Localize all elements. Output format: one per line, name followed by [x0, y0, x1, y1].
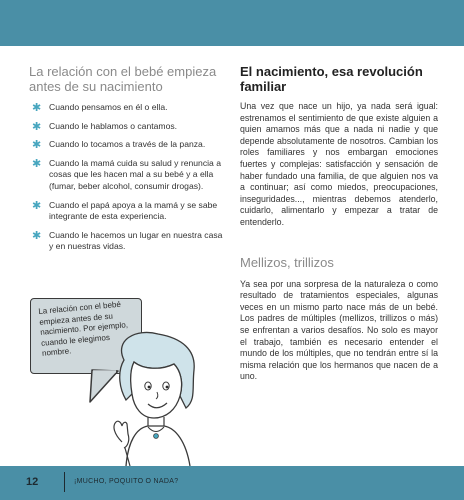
footer-band	[0, 466, 464, 500]
asterisk-bullet-icon: ✱	[32, 139, 42, 152]
speech-bubble-text: La relación con el bebé empieza antes de su nacimiento. Por ejemplo, cuando le elegimos nombre.	[38, 299, 129, 358]
section-heading: El nacimiento, esa revolución familiar	[240, 64, 423, 94]
list-item-text: Cuando pensamos en él o ella.	[49, 102, 168, 112]
list-item-text: Cuando le hacemos un lugar en nuestra casa y en nuestras vidas.	[49, 229, 223, 252]
asterisk-bullet-icon: ✱	[32, 229, 42, 242]
paragraph-mellizos: Ya sea por una sorpresa de la naturaleza o como resultado de tratamientos especiales, algunas veces en un mismo parto nace más de un bebé. Los padres de múltiples (mellizos, trillizos o más) se enfrentan a varios desafíos. No solo es mayor el trabajo, también es necesario entender el mundo de los múltiples, que no tendrán entre sí la misma relación que los hermanos que nacen de a uno.	[240, 278, 438, 382]
asterisk-bullet-icon: ✱	[32, 120, 42, 133]
asterisk-bullet-icon: ✱	[32, 102, 42, 114]
asterisk-bullet-icon: ✱	[32, 157, 42, 170]
list-item-text: Cuando el papá apoya a la mamá y se sabe integrante de esta experiencia.	[49, 199, 218, 222]
section-subheading-mellizos: Mellizos, trillizos	[240, 254, 334, 270]
section-subheading: La relación con el bebé empieza antes de su nacimiento	[29, 64, 217, 94]
list-item-text: Cuando le hablamos o cantamos.	[49, 120, 178, 131]
list-item-text: Cuando la mamá cuida su salud y renuncia a cosas que les hacen mal a su bebé y a ella (fumar, beber alcohol, consumir drogas).	[49, 157, 221, 191]
footer-title: ¡MUCHO, POQUITO O NADA?	[74, 478, 179, 485]
list-item-text: Cuando lo tocamos a través de la panza.	[49, 139, 206, 150]
woman-illustration	[96, 330, 246, 466]
paragraph-nacimiento: Una vez que nace un hijo, ya nada será igual: estrenamos el sentimiento de que existe alguien a quien amamos más que a nada ni nadie y que depende absolutamente de nosotros. Cambian los roles familiares y nos embargan emociones fuertes y complejas: satisfacción y sensación de haber fundado una familia, de que alguien nos va a continuar; así como miedos, preocupaciones, inseguridades..., mientras debemos atenderlo, cuidarlo, alimentarlo y empezar a tratar de entenderlo.	[240, 101, 438, 227]
right-column	[240, 64, 438, 383]
footer-divider	[64, 472, 65, 492]
asterisk-bullet-icon: ✱	[32, 199, 42, 212]
page-number: 12	[26, 476, 39, 488]
